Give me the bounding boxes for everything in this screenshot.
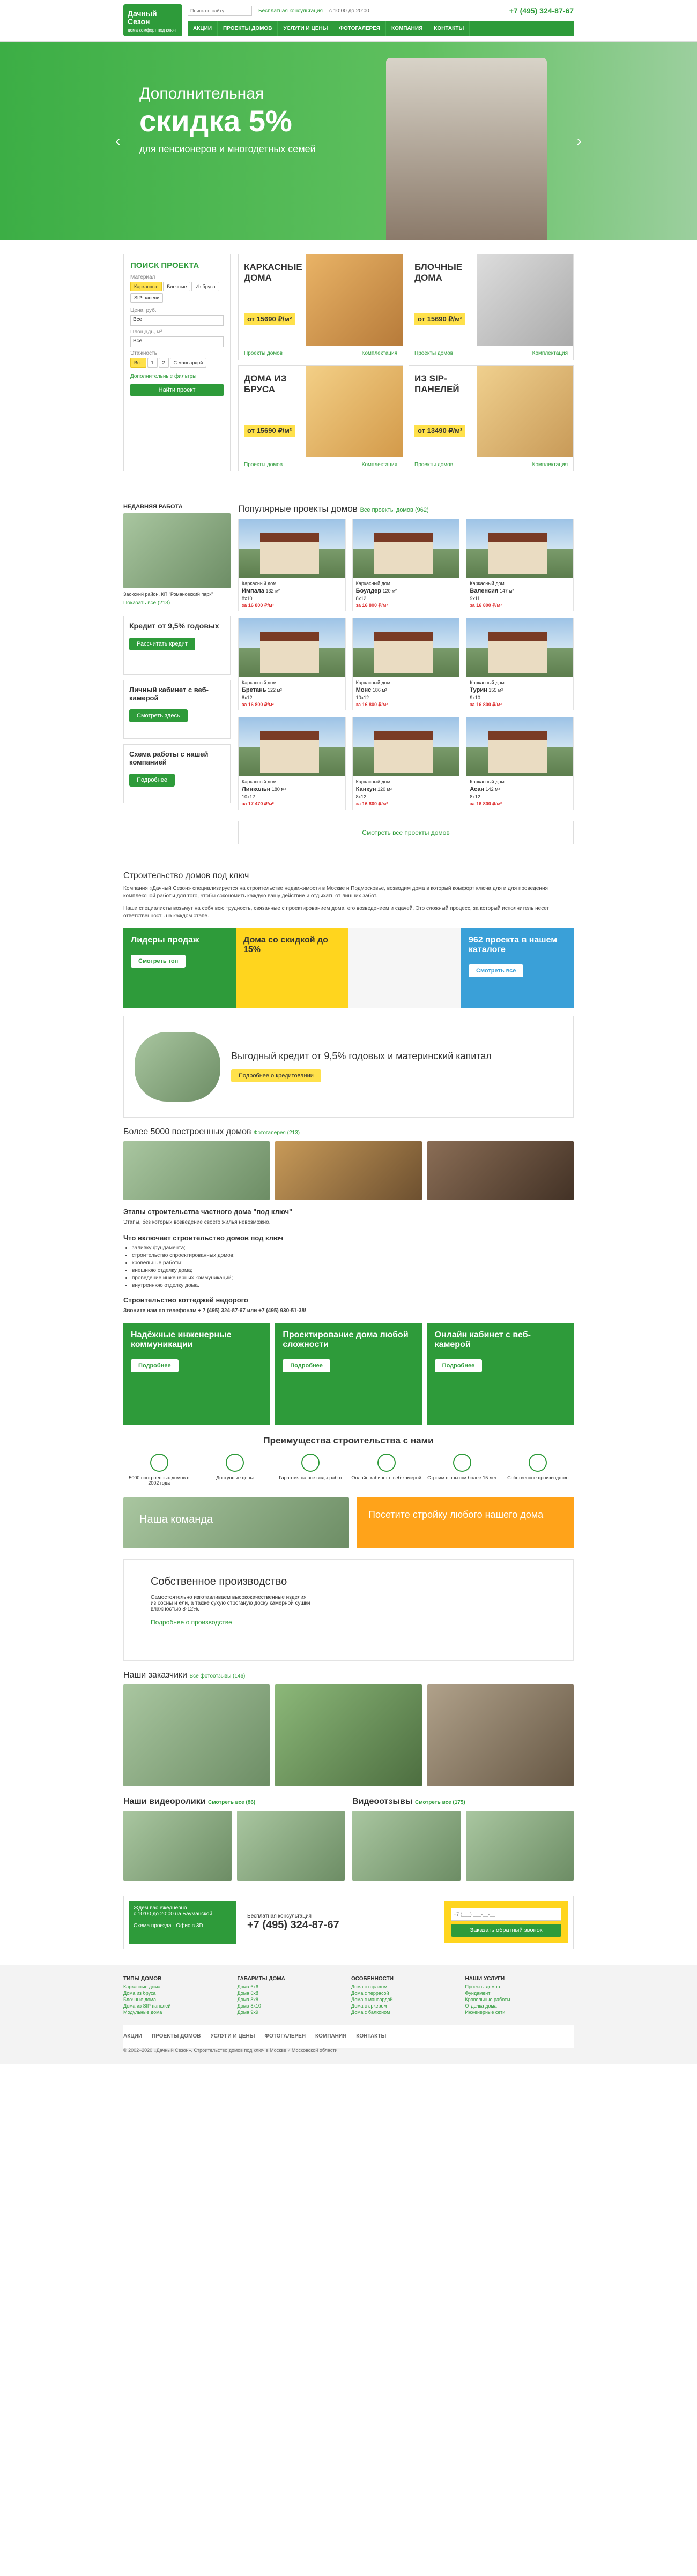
search-input[interactable] [188, 6, 252, 16]
project-card[interactable] [352, 717, 460, 810]
design-card[interactable] [275, 1323, 421, 1425]
more-filters-link[interactable]: Дополнительные фильтры [130, 373, 197, 379]
banner-button[interactable]: Смотреть все [469, 964, 523, 977]
stages-title: Этапы строительства частного дома "под ключ" [123, 1207, 293, 1216]
call-text: Звоните нам по телефонам + 7 (495) 324-87-67 или +7 (495) 930-51-38! [123, 1308, 307, 1314]
production-block [123, 1559, 574, 1661]
project-area: 122 м² [268, 687, 282, 693]
project-size: 9x10 [470, 695, 480, 701]
cabinet-button[interactable]: Смотреть здесь [129, 709, 188, 722]
project-image [239, 519, 345, 578]
projects-title: Популярные проекты домов [238, 504, 358, 514]
all-projects-button[interactable]: Смотреть все проекты домов [238, 821, 574, 844]
category-title: БЛОЧНЫЕ ДОМА [414, 262, 463, 283]
service-button[interactable]: Подробнее [131, 1359, 179, 1372]
nav-company[interactable]: КОМПАНИЯ [386, 21, 428, 36]
nav-projects[interactable]: ПРОЕКТЫ ДОМОВ [218, 21, 278, 36]
project-type: Каркасный дом [470, 680, 505, 686]
cabinet-promo[interactable] [123, 680, 231, 739]
gallery-photo[interactable] [275, 1141, 421, 1200]
main-nav [188, 21, 574, 36]
discount-banner[interactable] [236, 928, 349, 1008]
banner-button[interactable]: Смотреть топ [131, 955, 186, 968]
hero-photo [386, 58, 547, 240]
project-size: 10x12 [355, 695, 369, 701]
contact-text: Ждем вас ежедневно [134, 1905, 187, 1911]
slogan: дома комфорт под ключ [128, 27, 176, 33]
project-type: Каркасный дом [242, 581, 277, 586]
reviews-link[interactable]: Смотреть все (175) [415, 1799, 465, 1806]
stages-text: Этапы, без которых возведение своего жилья невозможно. [123, 1219, 271, 1225]
project-card[interactable] [238, 717, 346, 810]
advantage-item [426, 1454, 498, 1486]
equipment-link[interactable]: Комплектация [361, 350, 397, 356]
category-title: КАРКАСНЫЕ ДОМА [244, 262, 302, 283]
equipment-link[interactable]: Комплектация [532, 350, 568, 356]
area-select[interactable]: Все [130, 336, 224, 347]
service-title: Надёжные инженерные коммуникации [131, 1330, 232, 1349]
recent-caption: Заокский район, КП "Романовский парк" [123, 591, 213, 597]
project-name: Боулдер [355, 587, 381, 594]
copyright: © 2002–2020 «Дачный Сезон». Строительство домов под ключ в Москве и Московской области [123, 2047, 338, 2053]
hours: с 10:00 до 20:00 [329, 8, 369, 14]
project-name: Импала [242, 587, 264, 594]
consult-text: Бесплатная консультация [247, 1913, 312, 1919]
project-image [466, 519, 573, 578]
floor-chip[interactable]: Все [130, 358, 146, 368]
project-size: 10x12 [242, 794, 255, 800]
footer-nav-item[interactable]: КОНТАКТЫ [356, 2033, 387, 2039]
service-title: Онлайн кабинет с веб-камерой [434, 1330, 531, 1349]
price-icon [226, 1454, 244, 1472]
projects-link[interactable]: Проекты домов [414, 462, 454, 468]
nav-promo[interactable]: АКЦИИ [188, 21, 218, 36]
video-thumb[interactable] [352, 1811, 461, 1881]
project-card[interactable] [466, 717, 574, 810]
credit-promo[interactable] [123, 616, 231, 675]
category-frame[interactable] [238, 254, 403, 360]
floor-chip[interactable]: С мансардой [170, 358, 207, 368]
footer-link[interactable]: Модульные дома [123, 2009, 162, 2015]
client-photo[interactable] [123, 1684, 270, 1786]
hero-line3: для пенсионеров и многодетных семей [139, 144, 316, 154]
footer-col-title: ГАБАРИТЫ ДОМА [237, 1975, 285, 1982]
project-card[interactable] [352, 618, 460, 710]
about-p2: Наши специалисты возьмут на себя всю трудность, связанные с проектированием дома, его возведением и сдачей. Это сложный процесс, за который исполнитель несет ответственность на каждом этапе. [123, 905, 549, 919]
advantage-item [199, 1454, 270, 1486]
credit-button[interactable]: Рассчитать кредит [129, 638, 195, 650]
project-image [466, 717, 573, 776]
all-projects-link[interactable]: Все проекты домов (962) [360, 507, 429, 513]
project-image [353, 618, 459, 677]
about-title: Строительство домов под ключ [123, 871, 249, 880]
advantage-text: Строим с опытом более 15 лет [427, 1474, 497, 1480]
category-title: ИЗ SIP-ПАНЕЛЕЙ [414, 373, 459, 394]
footer-link[interactable]: Дома с мансардой [351, 1996, 393, 2002]
credit-block [123, 1016, 574, 1118]
project-area: 120 м² [377, 786, 392, 792]
footer-nav-item[interactable]: ФОТОГАЛЕРЕЯ [264, 2033, 306, 2039]
hero-next-arrow-icon[interactable]: › [576, 132, 582, 149]
promo-banner[interactable] [349, 928, 461, 1008]
phone-number[interactable]: +7 (495) 324-87-67 [509, 6, 574, 15]
project-search [123, 254, 231, 471]
production-link[interactable]: Подробнее о производстве [151, 1618, 232, 1626]
footer-column [123, 1976, 232, 2016]
service-button[interactable]: Подробнее [435, 1359, 483, 1372]
material-label: Материал [130, 274, 155, 280]
scheme-button[interactable]: Подробнее [129, 774, 175, 787]
map-link[interactable]: Схема проезда [134, 1922, 172, 1929]
footer-link[interactable]: Дома 8x8 [237, 1996, 258, 2002]
area-label: Площадь, м² [130, 329, 162, 335]
house-icon [150, 1454, 168, 1472]
floors-label: Этажность [130, 350, 157, 356]
footer-link[interactable]: Каркасные дома [123, 1983, 161, 1989]
experience-icon [453, 1454, 471, 1472]
project-type: Каркасный дом [355, 680, 390, 686]
piggy-bank-image [135, 1032, 220, 1102]
footer-link[interactable]: Дома с гаражом [351, 1983, 388, 1989]
project-price: за 16 800 ₽/м² [470, 602, 502, 608]
footer-link[interactable]: Инженерные сети [465, 2009, 506, 2015]
project-area: 147 м² [499, 588, 514, 594]
service-button[interactable]: Подробнее [283, 1359, 330, 1372]
project-size: 8x10 [242, 595, 253, 601]
footer-link[interactable]: Дома из SIP панелей [123, 2003, 171, 2009]
footer-col-title: ОСОБЕННОСТИ [351, 1975, 394, 1982]
project-card[interactable] [238, 519, 346, 611]
hero-prev-arrow-icon[interactable]: ‹ [115, 132, 121, 149]
contact-strip [123, 1896, 574, 1949]
visit-box: Ждем вас ежедневно с 10:00 до 20:00 на Бауманской Схема проезда · Офис в 3D [129, 1901, 236, 1944]
footer-nav-item[interactable]: ПРОЕКТЫ ДОМОВ [152, 2033, 201, 2039]
project-type: Каркасный дом [470, 581, 505, 586]
footer [0, 1965, 697, 2064]
leaders-banner[interactable] [123, 928, 236, 1008]
banner-text: Дома со скидкой до 15% [243, 935, 328, 954]
project-size: 8x12 [242, 695, 253, 701]
footer-link[interactable]: Дома с террасой [351, 1990, 389, 1996]
videos-title: Наши видеоролики [123, 1796, 206, 1806]
footer-link[interactable]: Проекты домов [465, 1983, 500, 1989]
hero-banner[interactable] [0, 42, 697, 240]
price-select[interactable]: Все [130, 315, 224, 326]
callback-button[interactable]: Заказать обратный звонок [451, 1924, 561, 1937]
footer-nav-item[interactable]: КОМПАНИЯ [315, 2033, 347, 2039]
footer-column [351, 1976, 460, 2016]
project-name: Канкун [355, 785, 376, 792]
video-thumb[interactable] [237, 1811, 345, 1881]
project-type: Каркасный дом [470, 779, 505, 785]
promo-text: Кредит от 9,5% годовых [129, 621, 219, 630]
hero-line1: Дополнительная [139, 85, 264, 102]
project-name: Валенсия [470, 587, 499, 594]
category-price: от 15690 ₽/м² [244, 313, 295, 325]
promo-text: Личный кабинет с веб-камерой [129, 686, 209, 702]
footer-link[interactable]: Дома 9x9 [237, 2009, 258, 2015]
team-banner[interactable]: Наша команда [123, 1497, 349, 1548]
project-card[interactable] [466, 519, 574, 611]
project-area: 132 м² [265, 588, 280, 594]
category-block[interactable] [409, 254, 574, 360]
project-size: 9x11 [470, 595, 480, 601]
project-card[interactable] [466, 618, 574, 710]
project-area: 142 м² [485, 786, 500, 792]
utilities-card[interactable] [123, 1323, 270, 1425]
factory-icon [529, 1454, 547, 1472]
recent-more-link[interactable]: Показать все (213) [123, 600, 170, 606]
gallery-photo[interactable] [427, 1141, 574, 1200]
advantage-item [275, 1454, 346, 1486]
project-type: Каркасный дом [242, 680, 277, 686]
webcam-card[interactable] [427, 1323, 574, 1425]
material-chip[interactable]: Каркасные [130, 282, 162, 291]
project-type: Каркасный дом [242, 779, 277, 785]
footer-link[interactable]: Дома с эркером [351, 2003, 387, 2009]
built-title: Более 5000 построенных домов [123, 1127, 251, 1136]
clients-title: Наши заказчики [123, 1670, 187, 1680]
material-chip[interactable]: Из бруса [191, 282, 219, 291]
nav-gallery[interactable]: ФОТОГАЛЕРЕЯ [333, 21, 386, 36]
project-price: за 16 800 ₽/м² [470, 701, 502, 707]
equipment-link[interactable]: Комплектация [361, 462, 397, 468]
credit-title: Выгодный кредит от 9,5% годовых и материнский капитал [231, 1051, 492, 1062]
category-price: от 13490 ₽/м² [414, 425, 465, 437]
project-price: за 16 800 ₽/м² [242, 701, 274, 707]
material-chip[interactable]: SIP-панели [130, 293, 163, 303]
project-name: Турин [470, 686, 487, 693]
project-size: 8x12 [355, 595, 367, 601]
gallery-link[interactable]: Фотогалерея (213) [253, 1129, 300, 1136]
advantages-title: Преимущества строительства с нами [263, 1435, 434, 1446]
logo[interactable] [123, 4, 182, 36]
footer-link[interactable]: Дома из бруса [123, 1990, 156, 1996]
advantage-item [351, 1454, 422, 1486]
project-card[interactable] [238, 618, 346, 710]
phone-input[interactable] [451, 1908, 561, 1921]
include-item: • внутреннюю отделку дома. [132, 1283, 574, 1289]
footer-link[interactable]: Дома 6x6 [237, 1983, 258, 1989]
project-type: Каркасный дом [355, 779, 390, 785]
category-image [477, 366, 573, 457]
project-image [353, 519, 459, 578]
guarantee-icon [301, 1454, 320, 1472]
footer-link[interactable]: Отделка дома [465, 2003, 497, 2009]
project-image [239, 717, 345, 776]
banner-text: Лидеры продаж [131, 935, 199, 945]
project-image [239, 618, 345, 677]
category-timber[interactable] [238, 365, 403, 471]
floor-chip[interactable]: 2 [159, 358, 169, 368]
project-size: 8x12 [355, 794, 367, 800]
include-item: • строительство спроектированных домов; [132, 1253, 574, 1259]
projects-link[interactable]: Проекты домов [244, 462, 283, 468]
footer-link[interactable]: Фундамент [465, 1990, 491, 1996]
client-photo[interactable] [427, 1684, 574, 1786]
floor-chip[interactable]: 1 [147, 358, 158, 368]
client-photo[interactable] [275, 1684, 421, 1786]
footer-col-title: НАШИ УСЛУГИ [465, 1975, 505, 1982]
video-thumb[interactable] [466, 1811, 574, 1881]
clients-link[interactable]: Все фотоотзывы (146) [189, 1673, 246, 1679]
project-image [353, 717, 459, 776]
videos-link[interactable]: Смотреть все (86) [208, 1799, 256, 1806]
about-p1: Компания «Дачный Сезон» специализируется на строительстве недвижимости в Москве и Подмосковье, возводим дома в который комфорт ключа для и для проведения комплексной работы для того, чтобы сэкономить каждую вашу действие и отдыхать от лишних забот. [123, 885, 548, 900]
category-image [306, 254, 403, 346]
projects-link[interactable]: Проекты домов [414, 350, 454, 356]
equipment-link[interactable]: Комплектация [532, 462, 568, 468]
footer-link[interactable]: Дома с балконом [351, 2009, 390, 2015]
category-image [477, 254, 573, 346]
scheme-promo[interactable] [123, 744, 231, 803]
project-area: 155 м² [488, 687, 503, 693]
footer-col-title: ТИПЫ ДОМОВ [123, 1975, 162, 1982]
advantage-text: Собственное производство [507, 1474, 569, 1480]
promo-text: Схема работы с нашей компанией [129, 750, 209, 766]
include-item: • проведение инженерных коммуникаций; [132, 1275, 574, 1281]
advantage-item [123, 1454, 195, 1486]
project-area: 180 м² [271, 786, 286, 792]
advantage-item [502, 1454, 574, 1486]
cheap-title: Строительство коттеджей недорого [123, 1296, 248, 1305]
material-chip[interactable]: Блочные [163, 282, 190, 291]
contact-text: с 10:00 до 20:00 на Бауманской [134, 1911, 212, 1917]
category-title: ДОМА ИЗ БРУСА [244, 373, 287, 394]
project-price: за 16 800 ₽/м² [355, 701, 388, 707]
header [0, 0, 697, 42]
footer-nav-item[interactable]: УСЛУГИ И ЦЕНЫ [210, 2033, 255, 2039]
footer-column [238, 1976, 346, 2016]
project-area: 120 м² [382, 588, 397, 594]
nav-services[interactable]: УСЛУГИ И ЦЕНЫ [278, 21, 333, 36]
recent-title: НЕДАВНЯЯ РАБОТА [123, 504, 183, 510]
project-area: 186 м² [372, 687, 387, 693]
catalog-banner[interactable] [461, 928, 574, 1008]
visit-banner[interactable]: Посетите стройку любого нашего дома [357, 1497, 574, 1548]
consult-link[interactable]: Бесплатная консультация [258, 8, 323, 14]
project-price: за 16 800 ₽/м² [355, 800, 388, 806]
production-title: Собственное производство [151, 1575, 287, 1587]
footer-nav-item[interactable]: АКЦИИ [123, 2033, 143, 2039]
footer-link[interactable]: Дома 6x8 [237, 1990, 258, 1996]
footer-link[interactable]: Блочные дома [123, 1996, 157, 2002]
advantage-text: Онлайн кабинет с веб-камерой [351, 1474, 421, 1480]
project-name: Монс [355, 686, 372, 693]
search-title: ПОИСК ПРОЕКТА [130, 261, 199, 270]
recent-photo[interactable] [123, 513, 231, 588]
hero-line2: скидка 5% [139, 104, 292, 138]
category-sip[interactable] [409, 365, 574, 471]
footer-column [465, 1976, 574, 2016]
advantage-text: Гарантия на все виды работ [279, 1474, 343, 1480]
project-name: Линкольн [242, 785, 271, 792]
project-price: за 16 800 ₽/м² [355, 602, 388, 608]
project-price: за 17 470 ₽/м² [242, 800, 274, 806]
banner-text: 962 проекта в нашем каталоге [469, 935, 558, 954]
callback-form [444, 1901, 568, 1943]
include-title: Что включает строительство домов под ключ [123, 1234, 284, 1242]
include-item: • внешнюю отделку дома; [132, 1268, 574, 1274]
include-item: • заливку фундамента; [132, 1245, 574, 1251]
project-type: Каркасный дом [355, 581, 390, 586]
brand-name: Дачный Сезон [128, 9, 157, 26]
production-text: Самостоятельно изготавливаем высококачественные изделия из сосны и ели, а также сухую строганую доску камерной сушки влажностью 8-12%. [151, 1594, 310, 1612]
price-label: Цена, руб. [130, 308, 157, 313]
webcam-icon [377, 1454, 396, 1472]
project-name: Асан [470, 785, 485, 792]
include-item: • кровельные работы; [132, 1260, 574, 1266]
advantage-text: Доступные цены [216, 1474, 254, 1480]
find-project-button[interactable]: Найти проект [130, 384, 224, 396]
project-image [466, 618, 573, 677]
project-card[interactable] [352, 519, 460, 611]
category-image [306, 366, 403, 457]
contact-phone[interactable]: +7 (495) 324-87-67 [247, 1919, 339, 1931]
category-price: от 15690 ₽/м² [244, 425, 295, 437]
project-name: Бретань [242, 686, 266, 693]
nav-contacts[interactable]: КОНТАКТЫ [428, 21, 470, 36]
reviews-title: Видеоотзывы [352, 1796, 413, 1806]
project-size: 8x12 [470, 794, 480, 800]
footer-link[interactable]: Дома 8x10 [237, 2003, 261, 2009]
footer-link[interactable]: Кровельные работы [465, 1996, 510, 2002]
advantage-text: 5000 построенных домов с 2002 года [129, 1474, 189, 1486]
project-price: за 16 800 ₽/м² [242, 602, 274, 608]
footer-nav [123, 2025, 574, 2048]
video-thumb[interactable] [123, 1811, 232, 1881]
gallery-photo[interactable] [123, 1141, 270, 1200]
service-title: Проектирование дома любой сложности [283, 1330, 409, 1349]
projects-link[interactable]: Проекты домов [244, 350, 283, 356]
category-price: от 15690 ₽/м² [414, 313, 465, 325]
project-price: за 16 800 ₽/м² [470, 800, 502, 806]
office-link[interactable]: Офис в 3D [176, 1922, 203, 1929]
credit-more-button[interactable]: Подробнее о кредитовании [231, 1069, 321, 1082]
